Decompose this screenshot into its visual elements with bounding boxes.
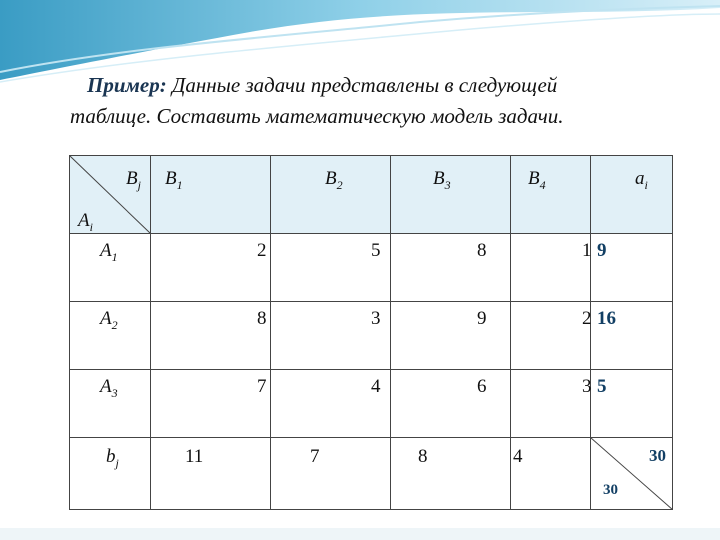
corner-bottom-label: $A_i$	[78, 210, 93, 234]
corner-top-label: $B_j$	[126, 168, 141, 192]
demand-total: 30	[603, 482, 618, 498]
demand-cell: 11	[151, 438, 271, 510]
row-label-demand: $b_j$	[70, 438, 151, 510]
row-label-a1: $A_1$	[70, 234, 151, 302]
supply-total: 30	[649, 446, 666, 465]
supply-cell: 9	[591, 234, 673, 302]
supply-cell: 16	[591, 302, 673, 370]
cost-cell: 5	[271, 234, 391, 302]
cost-cell: 3	[271, 302, 391, 370]
row-label-a3: $A_3$	[70, 370, 151, 438]
cost-cell: 6	[391, 370, 511, 438]
cost-cell: 7	[151, 370, 271, 438]
transport-table	[69, 155, 673, 510]
supply-cell: 5	[591, 370, 673, 438]
col-header-b3: $B_3$	[391, 156, 511, 234]
col-header-supply: $a_i$	[591, 156, 673, 234]
slide-title	[70, 70, 670, 132]
cost-cell: 8	[151, 302, 271, 370]
col-header-b1: $B_1$	[151, 156, 271, 234]
totals-cell	[591, 438, 673, 510]
cost-cell: 9	[391, 302, 511, 370]
demand-cell: 7	[271, 438, 391, 510]
cost-cell: 2	[511, 302, 591, 370]
footer-band-decoration	[0, 528, 720, 540]
demand-cell: 4	[511, 438, 591, 510]
col-header-b2: $B_2$	[271, 156, 391, 234]
cost-cell: 4	[271, 370, 391, 438]
col-header-b4: $B_4$	[511, 156, 591, 234]
title-lead: Пример:	[87, 73, 167, 97]
cost-cell: 1	[511, 234, 591, 302]
cost-cell: 2	[151, 234, 271, 302]
corner-cell	[70, 156, 151, 234]
title-line2: таблице. Составить математическую модель задачи.	[70, 104, 564, 128]
cost-cell: 3	[511, 370, 591, 438]
cost-cell: 8	[391, 234, 511, 302]
demand-cell: 8	[391, 438, 511, 510]
row-label-a2: $A_2$	[70, 302, 151, 370]
title-line1: Данные задачи представлены в следующей	[166, 73, 558, 97]
